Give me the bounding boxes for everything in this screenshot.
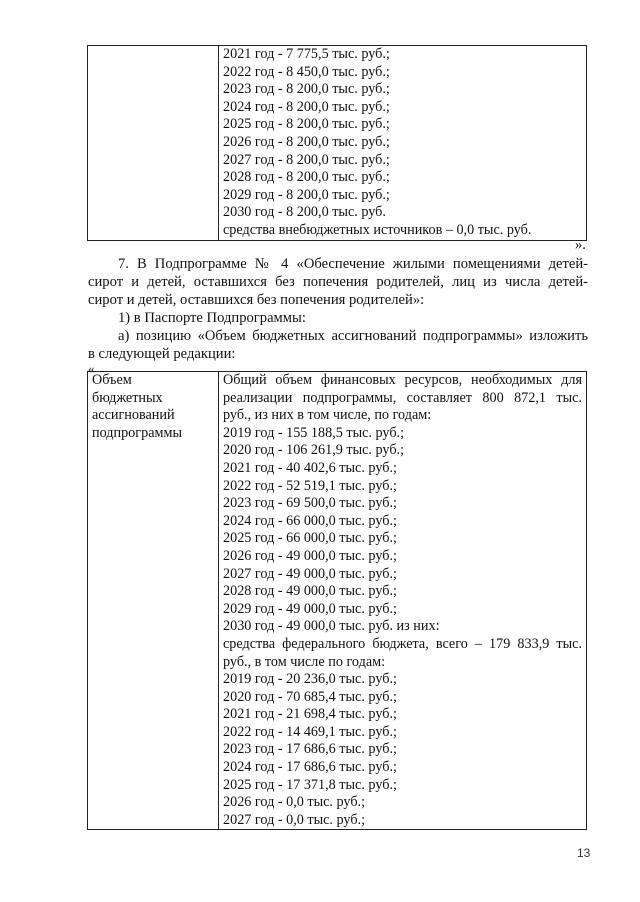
year-line: 2029 год - 8 200,0 тыс. руб.; [223, 186, 390, 203]
federal-year-line: 2022 год - 14 469,1 тыс. руб.; [223, 723, 397, 740]
year-line: 2024 год - 66 000,0 тыс. руб.; [223, 512, 397, 529]
year-line: 2027 год - 49 000,0 тыс. руб.; [223, 565, 397, 582]
federal-year-line: 2026 год - 0,0 тыс. руб.; [223, 794, 366, 811]
year-line: 2024 год - 8 200,0 тыс. руб.; [223, 98, 390, 115]
paragraph-7-line-2: сирот и детей, оставшихся без попечения родителей, лиц из числа детей- [88, 274, 588, 290]
federal-year-line: 2027 год - 0,0 тыс. руб.; [223, 811, 366, 828]
year-line: 2025 год - 66 000,0 тыс. руб.; [223, 530, 397, 547]
federal-year-line: 2025 год - 17 371,8 тыс. руб.; [223, 776, 397, 793]
year-line: 2023 год - 8 200,0 тыс. руб.; [223, 81, 390, 98]
federal-line: средства федерального бюджета, всего – 179 833,9 тыс. [223, 635, 582, 652]
year-line: 2021 год - 40 402,6 тыс. руб.; [223, 459, 397, 476]
year-line: 2022 год - 8 450,0 тыс. руб.; [223, 63, 390, 80]
label-cell [88, 372, 219, 830]
paragraph-7-line-3: сирот и детей, оставшихся без попечения родителей»: [88, 292, 425, 308]
federal-year-line: 2024 год - 17 686,6 тыс. руб.; [223, 759, 397, 776]
federal-year-line: 2023 год - 17 686,6 тыс. руб.; [223, 741, 397, 758]
year-line: 2028 год - 49 000,0 тыс. руб.; [223, 583, 397, 600]
funding-table-subprogram-4 [87, 371, 587, 830]
label-line: подпрограммы [92, 424, 182, 441]
year-line: 2028 год - 8 200,0 тыс. руб.; [223, 169, 390, 186]
federal-year-line: 2019 год - 20 236,0 тыс. руб.; [223, 671, 397, 688]
intro-line: Общий объем финансовых ресурсов, необходимых для [223, 372, 582, 388]
intro-line: реализации подпрограммы, составляет 800 872,1 тыс. [223, 389, 582, 406]
federal-year-line: 2021 год - 21 698,4 тыс. руб.; [223, 706, 397, 723]
year-line: 2027 год - 8 200,0 тыс. руб.; [223, 151, 390, 168]
closing-quote: ». [575, 237, 586, 253]
funding-values-cell [219, 46, 587, 241]
label-line: Объем [92, 372, 132, 388]
label-cell-empty [88, 46, 219, 241]
paragraph-a-line-1: а) позицию «Объем бюджетных ассигнований подпрограммы» изложить [118, 328, 588, 344]
year-line: 2025 год - 8 200,0 тыс. руб.; [223, 116, 390, 133]
year-line: 2029 год - 49 000,0 тыс. руб.; [223, 600, 397, 617]
paragraph-a-line-2: в следующей редакции: [88, 346, 236, 362]
year-line: 2021 год - 7 775,5 тыс. руб.; [223, 46, 390, 62]
funding-values-cell [219, 372, 587, 830]
year-line: 2020 год - 106 261,9 тыс. руб.; [223, 442, 405, 459]
label-line: бюджетных [92, 389, 163, 406]
year-line: 2026 год - 49 000,0 тыс. руб.; [223, 547, 397, 564]
year-line: 2022 год - 52 519,1 тыс. руб.; [223, 477, 397, 494]
year-line: 2026 год - 8 200,0 тыс. руб.; [223, 133, 390, 150]
paragraph-7-line-1: 7. В Подпрограмме № 4 «Обеспечение жилыми помещениями детей- [118, 256, 588, 272]
year-line: 2023 год - 69 500,0 тыс. руб.; [223, 495, 397, 512]
page-number: 13 [577, 846, 591, 860]
federal-year-line: 2020 год - 70 685,4 тыс. руб.; [223, 688, 397, 705]
year-line: 2019 год - 155 188,5 тыс. руб.; [223, 424, 405, 441]
year-line: 2030 год - 49 000,0 тыс. руб. из них: [223, 618, 440, 635]
extrabudgetary-line: средства внебюджетных источников – 0,0 тыс. руб. [223, 221, 532, 238]
year-line: 2030 год - 8 200,0 тыс. руб. [223, 204, 386, 221]
label-line: ассигнований [92, 407, 175, 424]
paragraph-1: 1) в Паспорте Подпрограммы: [118, 310, 306, 326]
opening-quote: « [88, 361, 95, 376]
funding-table-continued [87, 45, 587, 241]
federal-line: руб., в том числе по годам: [223, 653, 386, 670]
intro-line: руб., из них в том числе, по годам: [223, 407, 432, 424]
